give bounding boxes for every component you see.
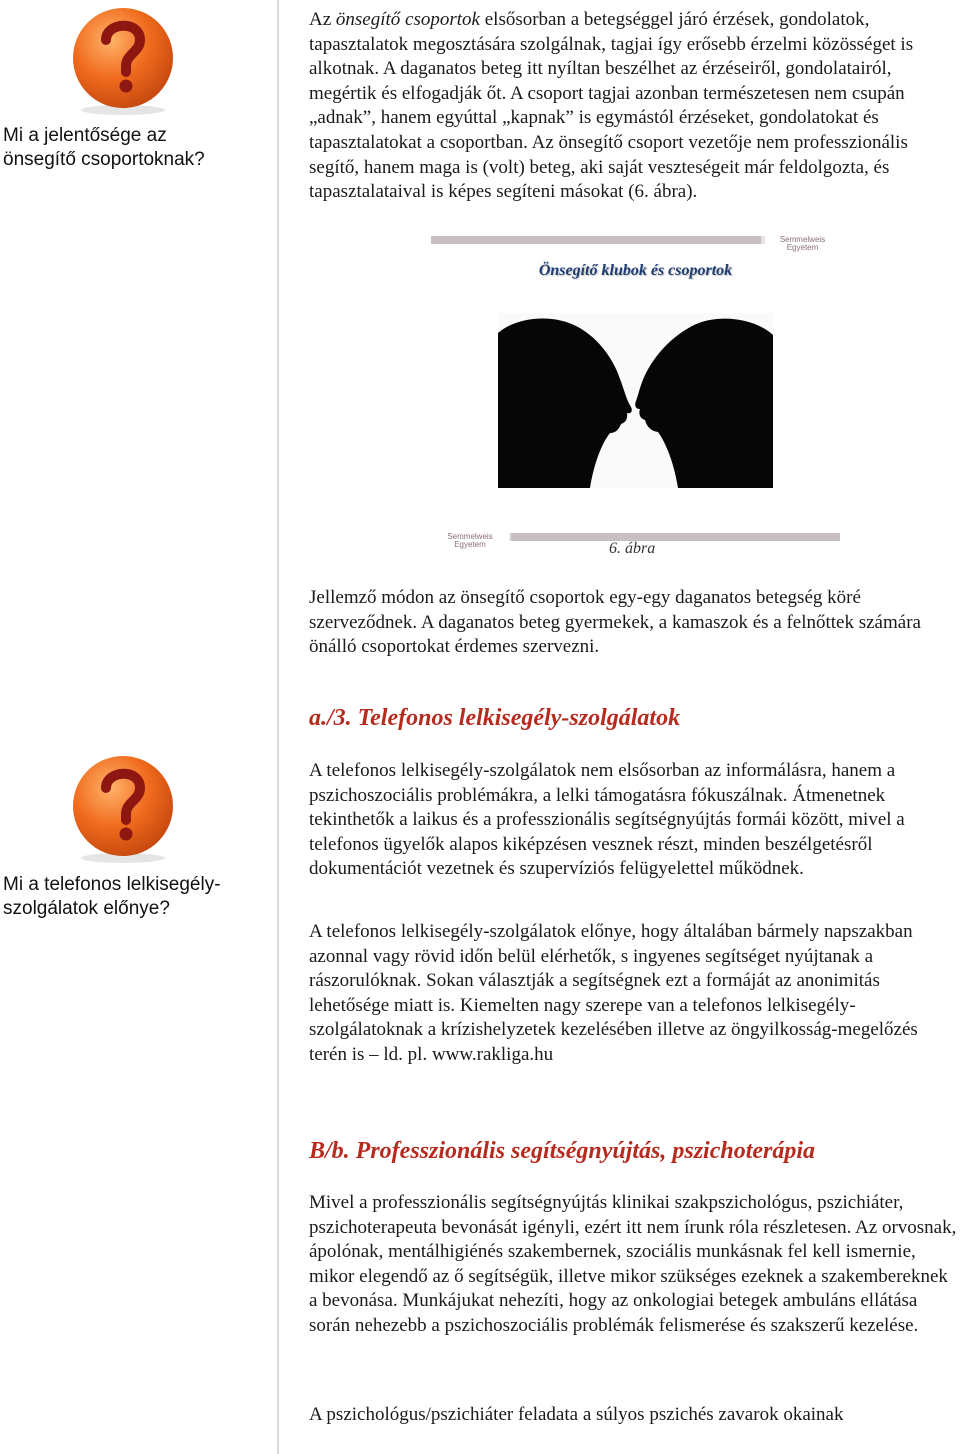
silhouette-photo — [498, 313, 773, 488]
telephone-paragraph-1: A telefonos lelkisegély-szolgálatok nem elsősorban az informálásra, hanem a pszichoszociális problémákra, a lelki támogatásra fókuszálnak. Átmenetnek tekinthetők a laikus és a professzionális segítségnyújtás formái között, mivel a telefonos ügyelők alapos kiképzésen vesznek részt, minden beszélgetésről dokumentációt vezetnek és szupervíziós felügyelettel működnek. — [309, 760, 905, 880]
question-mark-icon — [66, 750, 180, 864]
intro-rest: elsősorban a betegséggel járó érzések, gondolatok, tapasztalatok megosztására szolgálnak, tagjai így erősebb érzelmi közösséget is alkotnak. A daganatos beteg itt nyíltan beszélhet az érzéseiről, gondolatairól, megértik és elfogadják őt. A csoport tagjai azonban természetesen nem csupán „adnak”, hanem egyúttal „kapnak” is egymástól érzéseket, gondolatokat és tapasztalatokat a csoportban. Az önsegítő csoport vezetője nem professzionális segítő, hanem maga is (volt) beteg, aki saját veszteségeit már feldolgozta, és tapasztalataival is képes segíteni másokat (6. ábra). — [309, 9, 914, 203]
professional-paragraph-1: Mivel a professzionális segítségnyújtás klinikai szakpszichológus, pszichiáter, pszichoterapeuta bevonását igényli, ezért itt nem írunk róla részletesen. Az orvosnak, ápolónak, mentálhigiénés szakembernek, szociális munkásnak fel kell ismernie, mikor elegendő az ő segítségük, illetve mikor szükséges ezeknek a szakembereknek a bevonása. Munkájukat nehezíti, hogy az onkologiai betegek ambuláns ellátása során nehezebb a pszichoszociális problémák felismerése és szakszerű kezelése. — [309, 1192, 957, 1336]
telephone-paragraph-2: A telefonos lelkisegély-szolgálatok előnye, hogy általában bármely napszakban azonnal vagy rövid időn belül elérhetők, s ingyenes segítséget nyújtanak a rászorulóknak. Sokan választják a segítségnek ezt a formáját az anonimitás lehetősége miatt is. Kiemelten nagy szerepe van a telefonos lelkisegély-szolgálatoknak a krízishelyzetek kezelésében illetve az öngyilkosság-megelőzés terén is – ld. pl. www.rakliga.hu — [309, 921, 918, 1065]
intro-prefix: Az — [309, 9, 336, 30]
side-question-1: Mi a jelentősége az önsegítő csoportoknak? — [3, 125, 205, 170]
professional-paragraph-2: A pszichológus/pszichiáter feladata a súlyos pszichés zavarok okainak — [309, 1404, 844, 1425]
section-heading-telephone: a./3. Telefonos lelkisegély-szolgálatok — [309, 705, 681, 731]
after-figure-paragraph: Jellemző módon az önsegítő csoportok egy-egy daganatos betegség köré szerveződnek. A daganatos beteg gyermekek, a kamaszok és a felnőttek számára önálló csoportokat érdemes szervezni. — [309, 587, 921, 658]
slide-title: Önsegítő klubok és csoportok — [538, 262, 733, 279]
self-help-groups-paragraph — [309, 8, 957, 205]
section-heading-professional: B/b. Professzionális segítségnyújtás, pszichoterápia — [309, 1138, 816, 1164]
question-mark-icon — [66, 2, 180, 116]
slide-brand-top: Semmelweis Egyetem — [765, 236, 840, 244]
page-divider — [277, 0, 279, 1454]
slide-brand-bottom: Semmelweis Egyetem — [431, 533, 509, 541]
intro-emphasis: önsegítő csoportok — [335, 9, 480, 30]
side-question-2: Mi a telefonos lelkisegély-szolgálatok előnye? — [3, 874, 221, 919]
figure-caption: 6. ábra — [609, 540, 656, 557]
